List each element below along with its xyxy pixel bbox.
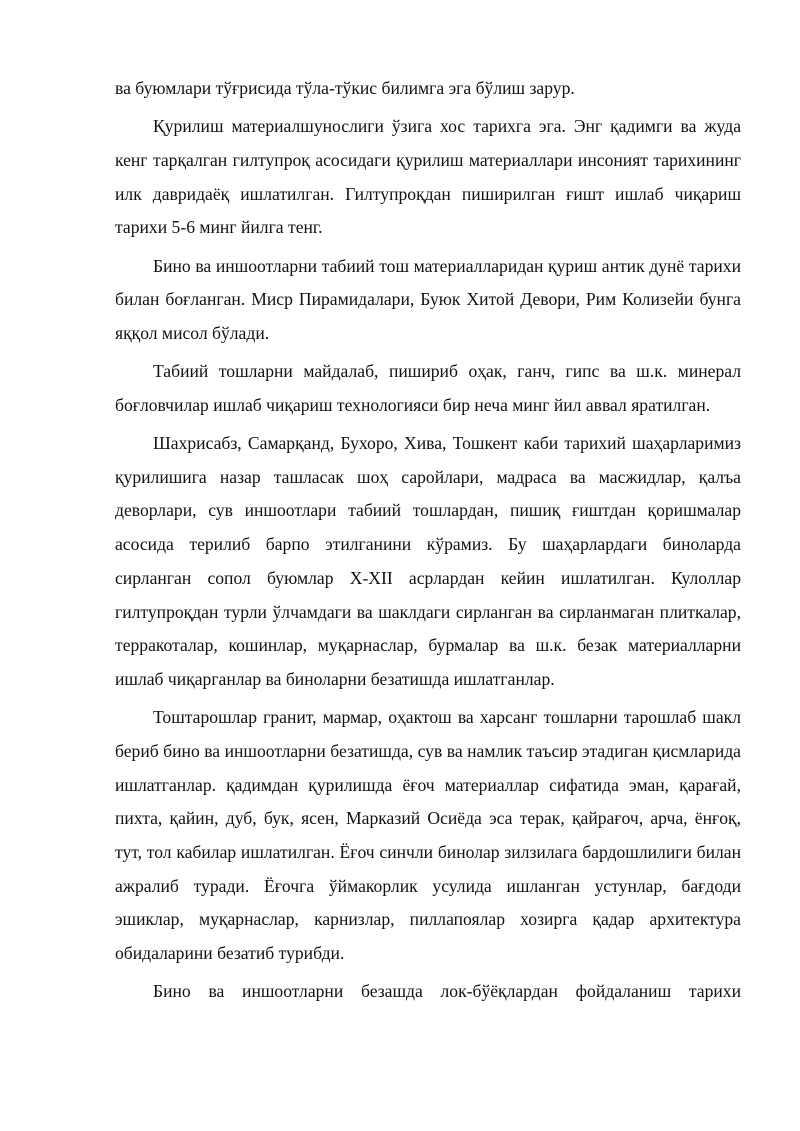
- paragraph-mineral-binders: Табиий тошларни майдалаб, пишириб оҳак, ганч, гипс ва ш.к. минерал боғловчилар ишлаб чиқариш технологияси бир неча минг йил аввал яратилган.: [115, 361, 741, 415]
- paragraph-stonemasons-wood: Тоштарошлар гранит, мармар, оҳактош ва харсанг тошларни тарошлаб шакл бериб бино ва иншоотларни безатишда, сув ва намлик таъсир этадиган қисмларида ишлатганлар. қадимдан қурилишда ёғоч материаллар сифатида эман, қарағай, пихта, қайин, дуб, бук, ясен, Марказий Осиёда эса терак, қайрағоч, арча, ёнғоқ, тут, тол кабилар ишлатилган. Ёғоч синчли бинолар зилзилага бардошлилиги билан ажралиб туради. Ёғочга ўймакорлик усулида ишланган устунлар, бағдоди эшиклар, муқарнаслар, карнизлар, пиллапоялар хозирга қадар архитектура обидаларини безатиб турибди.: [115, 707, 741, 964]
- paragraph-history-intro: Қурилиш материалшунослиги ўзига хос тарихга эга. Энг қадимги ва жуда кенг тарқалган гилтупроқ асосидаги қурилиш материаллари инсоният тарихининг илк давридаёқ ишлатилган. Гилтупроқдан пиширилган ғишт ишлаб чиқариш тарихи 5-6 минг йилга тенг.: [115, 116, 741, 238]
- paragraph-historic-cities: Шахрисабз, Самарқанд, Бухоро, Хива, Тошкент каби тарихий шаҳарларимиз қурилишига назар ташласак шоҳ саройлари, мадраса ва масжидлар, қалъа деворлари, сув иншоотлари табиий тошлардан, пишиқ ғиштдан қоришмалар асосида терилиб барпо этилганини кўрамиз. Бу шаҳарлардаги биноларда сирланган сопол буюмлар X-XII асрлардан кейин ишлатилган. Кулоллар гилтупроқдан турли ўлчамдаги ва шаклдаги сирланган ва сирланмаган плиткалар, терракоталар, кошинлар, муқарнаслар, бурмалар ва ш.к. безак материалларни ишлаб чиқарганлар ва биноларни безатишда ишлатганлар.: [115, 433, 741, 689]
- paragraph-natural-stone: Бино ва иншоотларни табиий тош материалларидан қуриш антик дунё тарихи билан боғланган. Миср Пирамидалари, Буюк Хитой Девори, Рим Колизейи бунга яққол мисол бўлади.: [115, 255, 741, 343]
- paragraph-continuation: ва буюмлари тўғрисида тўла-тўкис билимга эга бўлиш зарур.: [115, 78, 575, 98]
- body-text: [115, 72, 741, 1013]
- paragraph-paints-start: Бино ва иншоотларни безашда лок-бўёқлардан фойдаланиш тарихи: [153, 981, 741, 1002]
